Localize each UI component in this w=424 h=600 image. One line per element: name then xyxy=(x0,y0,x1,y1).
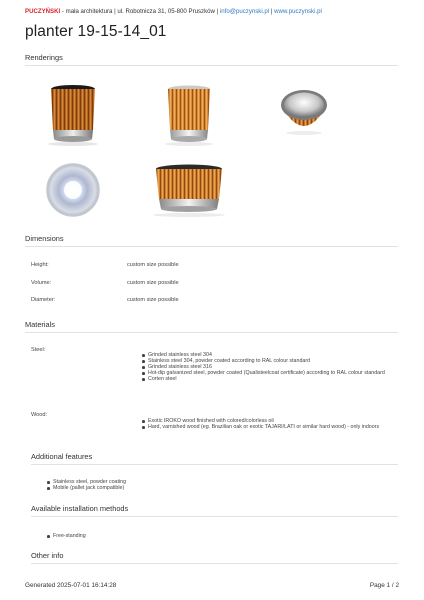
section-divider xyxy=(25,246,398,247)
planter-side-view-dark-rim xyxy=(20,75,126,151)
generated-timestamp: Generated 2025-07-01 16:14:28 xyxy=(25,582,117,589)
additional-features-list xyxy=(47,479,347,491)
material-wood-label: Wood: xyxy=(31,412,48,418)
steel-options-list xyxy=(142,352,392,382)
website-link[interactable]: www.puczynski.pl xyxy=(274,8,322,15)
list-item: Hot-dip galvanized steel, powder coated (Qualisteelcoat certificate) according to RAL colour standard xyxy=(142,370,392,376)
rendering-image-2[interactable] xyxy=(136,75,242,151)
installation-methods-heading: Available installation methods xyxy=(31,504,129,513)
section-divider xyxy=(31,464,398,465)
list-item: Mobile (pallet jack compatible) xyxy=(47,485,347,491)
list-item: Free-standing xyxy=(47,533,347,539)
planter-side-view-light xyxy=(136,75,242,151)
section-divider xyxy=(31,563,398,564)
dimension-diameter-label: Diameter: xyxy=(31,297,56,303)
company-header xyxy=(25,8,322,15)
planter-top-down-view xyxy=(20,152,126,228)
list-item: Exotic IROKO wood finished with colored/colorless oil xyxy=(142,418,392,424)
list-item: Stainless steel, powder coating xyxy=(47,479,347,485)
rendering-image-4[interactable] xyxy=(20,152,126,228)
dimension-diameter-value: custom size possible xyxy=(127,297,179,303)
other-info-heading: Other info xyxy=(31,551,64,560)
dimension-height-label: Height: xyxy=(31,262,49,268)
dimensions-heading: Dimensions xyxy=(25,234,64,243)
separator: | xyxy=(114,8,116,15)
rendering-image-3[interactable] xyxy=(251,75,357,151)
list-item: Hard, varnished wood (eg. Brazilian oak or exotic TAJARI/LATI or similar hard wood) - only indoors xyxy=(142,424,392,430)
dimension-volume-value: custom size possible xyxy=(127,280,179,286)
page-title: planter 19-15-14_01 xyxy=(25,23,167,40)
separator: | xyxy=(216,8,219,15)
materials-heading: Materials xyxy=(25,320,55,329)
brand-name: PUCZYŃSKI xyxy=(25,8,61,15)
section-divider xyxy=(25,332,398,333)
email-link[interactable]: info@puczynski.pl xyxy=(219,8,270,15)
dimension-height-value: custom size possible xyxy=(127,262,179,268)
dimension-volume-label: Volume: xyxy=(31,280,52,286)
section-divider xyxy=(25,65,398,66)
planter-tilted-top-view xyxy=(251,75,357,151)
wood-options-list xyxy=(142,418,392,430)
list-item: Stainless steel 304, powder coated according to RAL colour standard xyxy=(142,358,392,364)
list-item: Grinded stainless steel 316 xyxy=(142,364,392,370)
page-number: Page 1 / 2 xyxy=(369,582,399,589)
rendering-image-1[interactable] xyxy=(20,75,126,151)
additional-features-heading: Additional features xyxy=(31,452,93,461)
company-address: ul. Robotnicza 31, 05-800 Pruszków xyxy=(117,8,215,15)
brand-tagline: - mała architektura xyxy=(60,8,113,15)
material-steel-label: Steel: xyxy=(31,347,46,353)
installation-methods-list xyxy=(47,533,347,539)
rendering-image-5[interactable] xyxy=(136,152,242,228)
renderings-heading: Renderings xyxy=(25,53,63,62)
planter-wide-side-view xyxy=(136,152,242,228)
section-divider xyxy=(31,516,398,517)
list-item: Corten steel xyxy=(142,376,392,382)
separator: | xyxy=(270,8,273,15)
list-item: Grinded stainless steel 304 xyxy=(142,352,392,358)
